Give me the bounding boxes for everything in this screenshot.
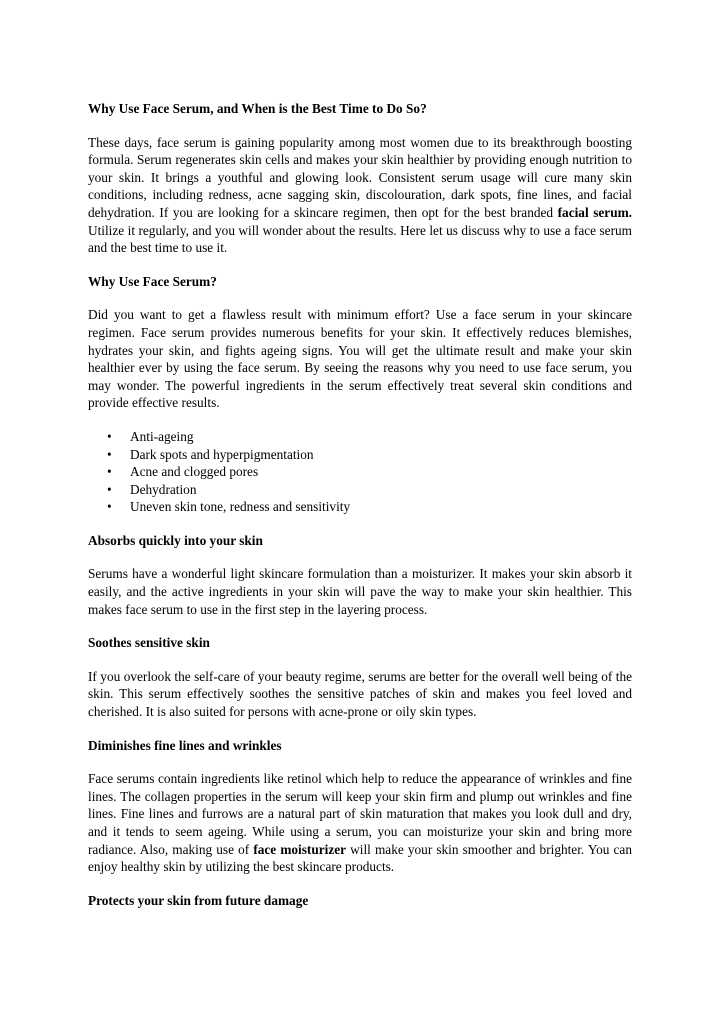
diminishes-text-2: will make your skin smoother and brighter. You can enjoy healthy skin by utilizing the best skincare products.: [88, 841, 632, 875]
facial-serum-term: facial serum.: [557, 204, 632, 220]
document-title: Why Use Face Serum, and When is the Best Time to Do So?: [88, 101, 427, 116]
intro-text-1: These days, face serum is gaining popularity among most women due to its breakthrough boosting formula. Serum regenerates skin cells and makes your skin healthier by providing enough nutrition to your skin. It brings a youthful and glowing look. Consistent serum usage will cure many skin conditions, including redness, acne sagging skin, discolouration, dark spots, fine lines, and facial dehydration. If you are looking for a skincare regimen, then opt for the best branded: [88, 134, 632, 220]
list-item: [88, 446, 632, 464]
list-item: [88, 498, 632, 516]
diminishes-text-1: Face serums contain ingredients like retinol which help to reduce the appearance of wrinkles and fine lines. The collagen properties in the serum will keep your skin firm and plump out wrinkles and fine lines. Fine lines and furrows are a natural part of skin maturation that makes you look dull and dry, and it tends to seem ageing. While using a serum, you can moisturize your skin and bring more radiance. Also, making use of: [88, 771, 632, 857]
protects-heading: Protects your skin from future damage: [88, 892, 309, 908]
list-item: [88, 481, 632, 499]
list-item: [88, 463, 632, 481]
why-use-paragraph: Did you want to get a flawless result with minimum effort? Use a face serum in your skincare regimen. Face serum provides numerous benefits for your skin. It effectively reduces blemishes, hydrates your skin, and fights ageing signs. You will get the ultimate result and make your skin healthier ever by using the face serum. By seeing the reasons why you need to use face serum, you may wonder. The powerful ingredients in the serum effectively treat several skin conditions and provide effective results.: [88, 307, 632, 411]
soothes-heading: Soothes sensitive skin: [88, 635, 210, 651]
absorbs-heading: Absorbs quickly into your skin: [88, 532, 263, 548]
list-item-text: Acne and clogged pores: [130, 464, 259, 480]
list-item-text: Dehydration: [130, 481, 197, 497]
bullet-icon: •: [107, 446, 112, 462]
bullet-icon: •: [107, 464, 112, 480]
list-item-text: Uneven skin tone, redness and sensitivity: [130, 499, 351, 515]
list-item-text: Dark spots and hyperpigmentation: [130, 446, 314, 462]
intro-text-2: Utilize it regularly, and you will wonder about the results. Here let us discuss why to use a face serum and the best time to use it.: [88, 222, 632, 256]
why-use-heading: Why Use Face Serum?: [88, 273, 217, 289]
diminishes-heading: Diminishes fine lines and wrinkles: [88, 737, 282, 753]
soothes-paragraph: If you overlook the self-care of your beauty regime, serums are better for the overall well being of the skin. This serum effectively soothes the sensitive patches of skin and makes you feel loved and cherished. It is also suited for persons with acne-prone or oily skin types.: [88, 668, 632, 720]
bullet-icon: •: [107, 499, 112, 515]
bullet-icon: •: [107, 428, 112, 444]
list-item: [88, 428, 632, 446]
list-item-text: Anti-ageing: [130, 428, 194, 444]
bullet-icon: •: [107, 481, 112, 497]
benefits-list: [88, 428, 632, 516]
document-page: [88, 100, 632, 925]
diminishes-paragraph: [88, 770, 632, 876]
face-moisturizer-term: face moisturizer: [253, 841, 347, 857]
absorbs-paragraph: Serums have a wonderful light skincare formulation than a moisturizer. It makes your skin absorb it easily, and the active ingredients in your skin will pave the way to make your skin healthier. This makes face serum to use in the first step in the layering process.: [88, 566, 632, 617]
intro-paragraph: [88, 134, 632, 257]
